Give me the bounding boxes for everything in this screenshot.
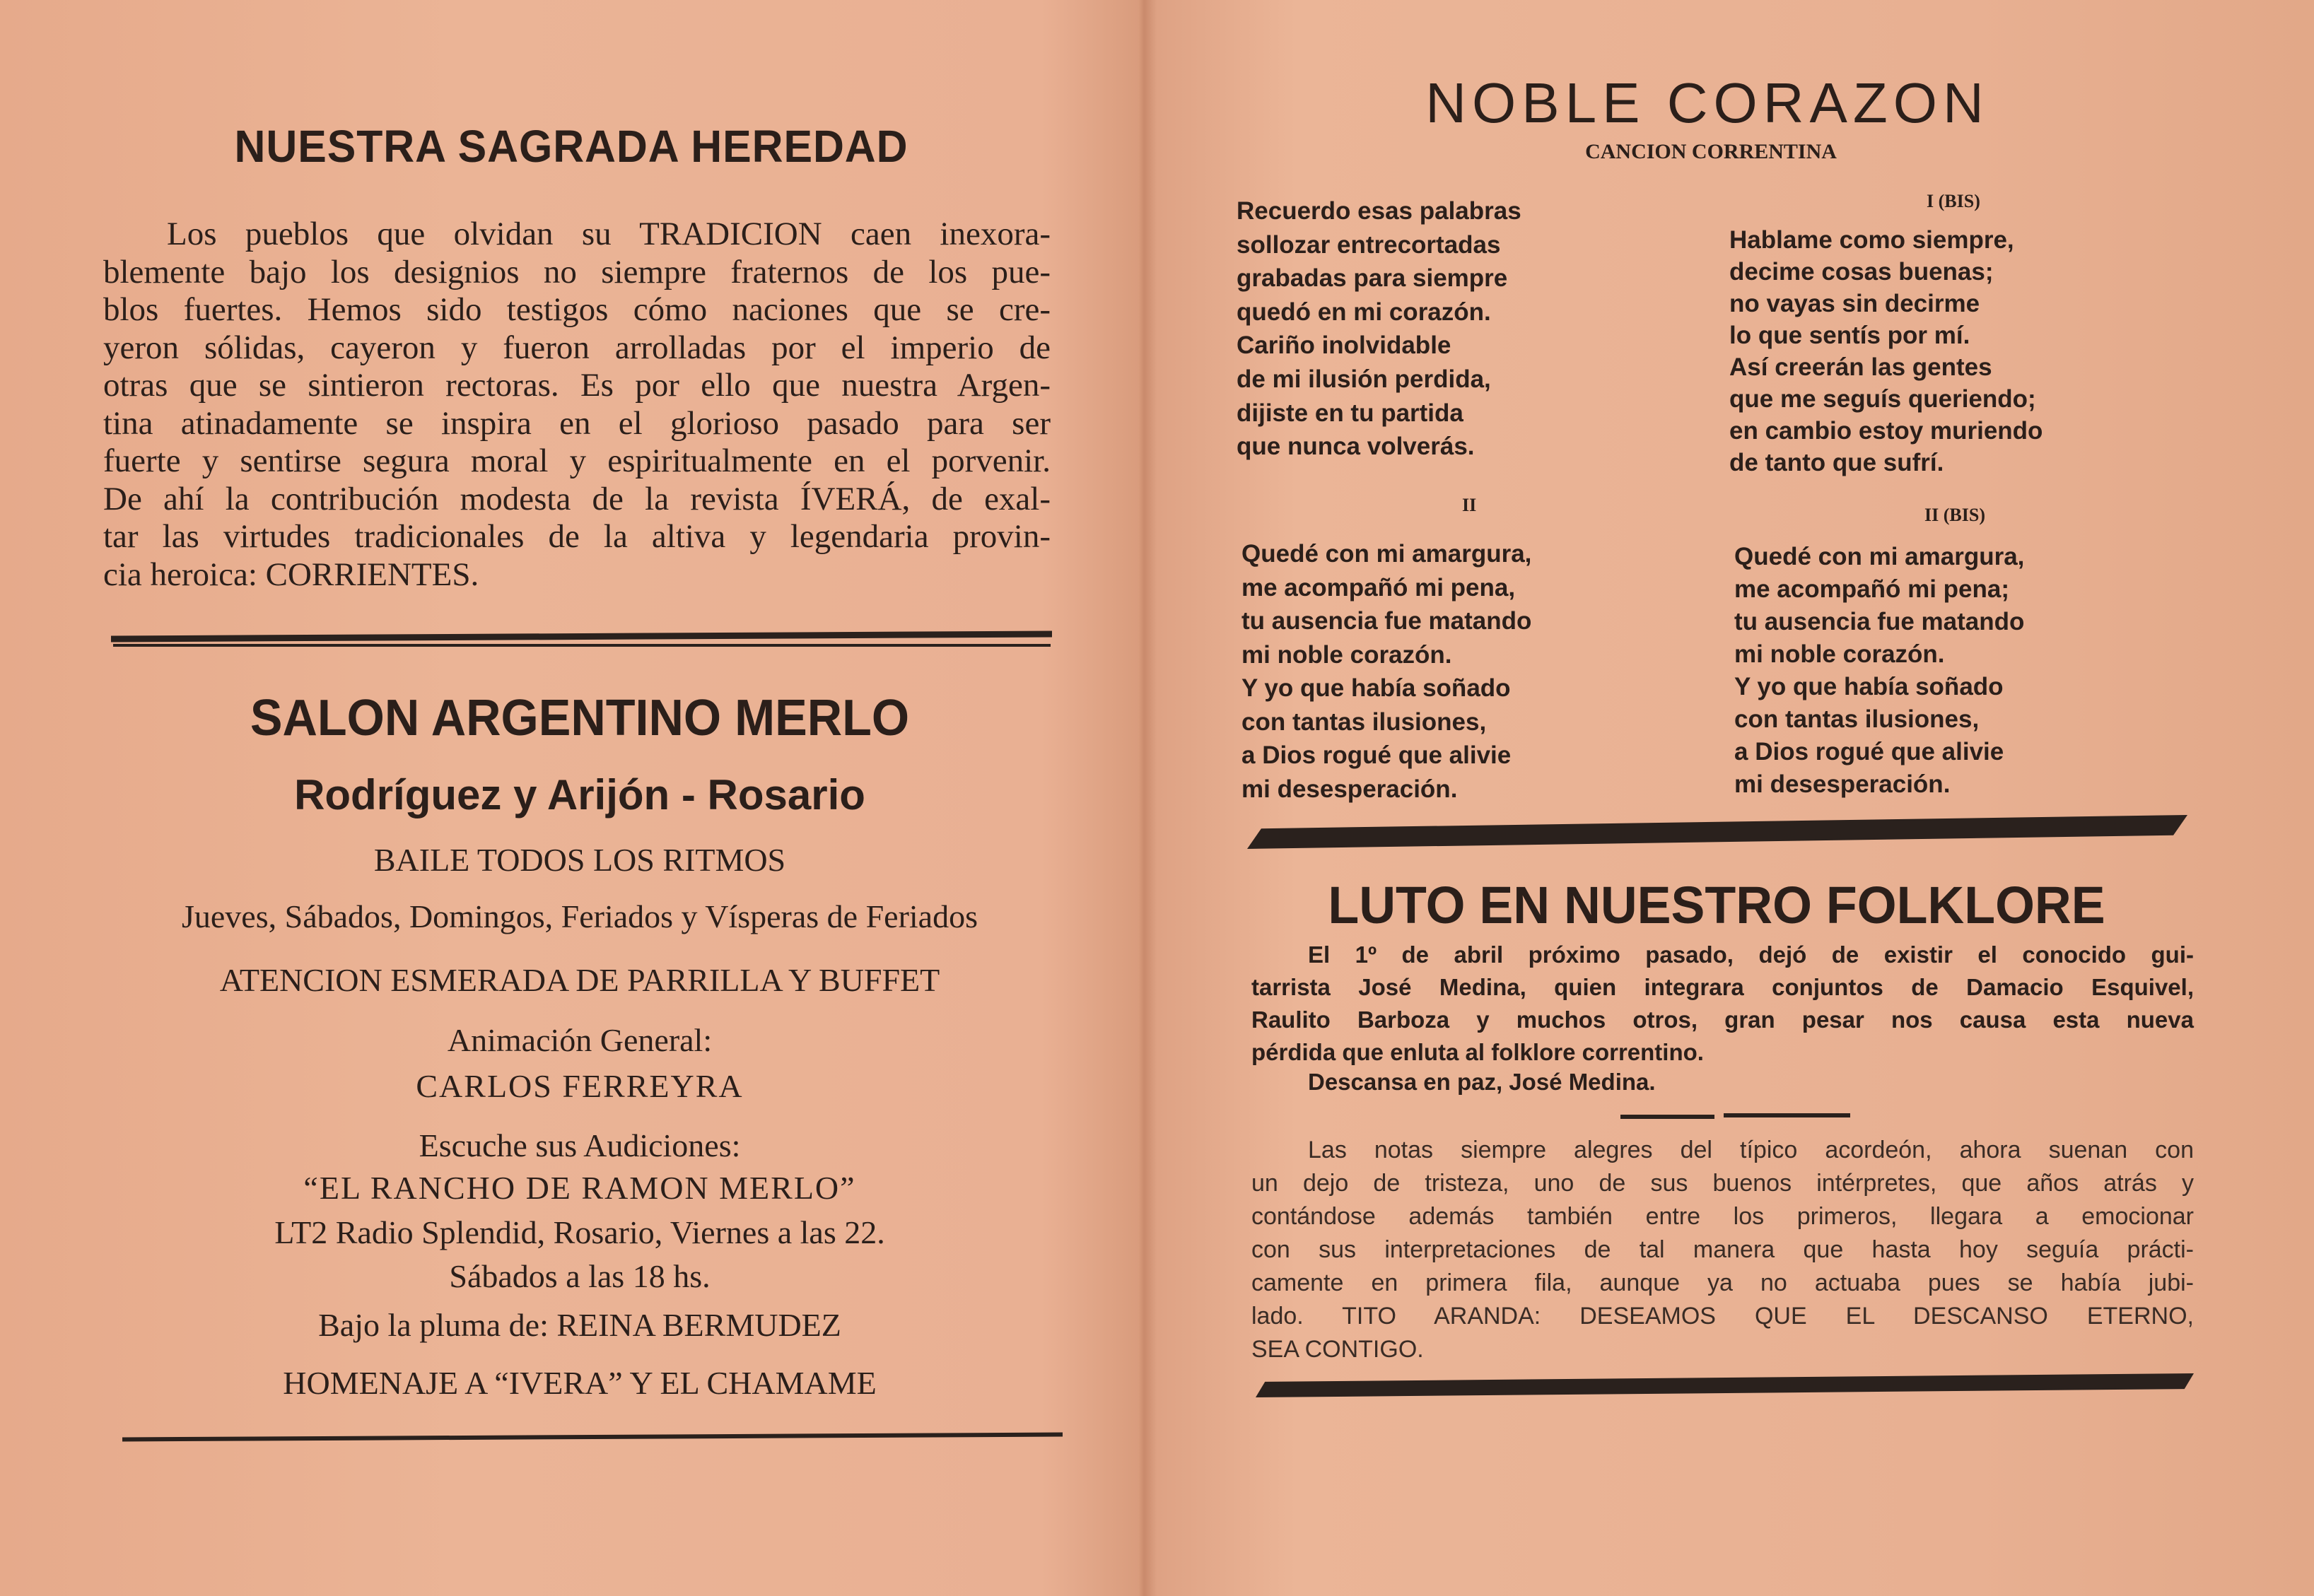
paragraph-line: Las notas siempre alegres del típico acordeón, ahora suenan con [1308, 1137, 2194, 1163]
verse-line: mi noble corazón. [1241, 640, 1452, 669]
verse-line: Quedé con mi amargura, [1241, 540, 1532, 568]
verse-line: con tantas ilusiones, [1241, 708, 1487, 736]
ad-line: CARLOS FERREYRA [416, 1068, 744, 1104]
verse-line: me acompañó mi pena, [1241, 573, 1516, 602]
obituary-closing: Descansa en paz, José Medina. [1308, 1069, 1656, 1095]
paragraph-line: fuerte y sentirse segura moral y espiritualmente en el porvenir. [103, 442, 1051, 479]
ad-title: SALON ARGENTINO MERLO [250, 690, 910, 746]
verse-line: decime cosas buenas; [1729, 258, 1994, 286]
paragraph-line: tina atinadamente se inspira en el glorioso pasado para ser [103, 404, 1051, 442]
stanza-1 [1237, 194, 1521, 464]
ad-line: Sábados a las 18 hs. [449, 1258, 711, 1294]
stanza-2-bis [1734, 541, 2024, 801]
ad-line: BAILE TODOS LOS RITMOS [373, 842, 786, 878]
ad-line: Jueves, Sábados, Domingos, Feriados y Vísperas de Feriados [181, 898, 978, 934]
paragraph-line: lado. TITO ARANDA: DESEAMOS QUE EL DESCANSO ETERNO, [1251, 1303, 2194, 1330]
short-divider [1724, 1113, 1850, 1117]
verse-line: Y yo que había soñado [1734, 673, 2004, 700]
ad-line: Bajo la pluma de: REINA BERMUDEZ [318, 1307, 841, 1343]
article-title-heritage: NUESTRA SAGRADA HEREDAD [234, 121, 908, 172]
verse-line: no vayas sin decirme [1729, 290, 1980, 317]
verse-line: lo que sentís por mí. [1729, 322, 1970, 349]
verse-line: mi desesperación. [1734, 770, 1951, 798]
song-title: NOBLE CORAZON [1425, 71, 1989, 134]
verse-marker: I (BIS) [1927, 191, 1980, 211]
verse-line: Quedé con mi amargura, [1734, 543, 2025, 570]
ad-line: ATENCION ESMERADA DE PARRILLA Y BUFFET [219, 962, 940, 998]
verse-line: quedó en mi corazón. [1237, 298, 1491, 326]
verse-marker: II (BIS) [1924, 505, 1985, 525]
ad-subtitle: Rodríguez y Arijón - Rosario [294, 771, 865, 818]
paragraph-line: blemente bajo los designios no siempre fraternos de los pue- [103, 253, 1051, 291]
paragraph-line: yeron sólidas, cayeron y fueron arrolladas por el imperio de [103, 329, 1051, 366]
heritage-paragraph [103, 216, 1051, 594]
paragraph-line: camente en primera fila, aunque ya no actuaba pues se había jubi- [1251, 1269, 2194, 1296]
paragraph-line: pérdida que enluta al folklore correntino. [1251, 1039, 1704, 1065]
section-divider [111, 631, 1052, 642]
verse-line: con tantas ilusiones, [1734, 705, 1980, 733]
ad-line: “EL RANCHO DE RAMON MERLO” [303, 1170, 856, 1206]
ad-line: Animación General: [447, 1022, 713, 1058]
paragraph-line: El 1º de abril próximo pasado, dejó de existir el conocido gui- [1308, 941, 2194, 968]
verse-line: en cambio estoy muriendo [1729, 417, 2043, 445]
verse-line: me acompañó mi pena; [1734, 575, 2009, 603]
paragraph-line: De ahí la contribución modesta de la revista ÍVERÁ, de exal- [103, 480, 1051, 517]
section-divider-thin [113, 644, 1051, 647]
verse-line: a Dios rogué que alivie [1241, 741, 1512, 769]
paragraph-line: Los pueblos que olvidan su TRADICION caen inexora- [167, 216, 1051, 252]
verse-marker: II [1462, 495, 1477, 515]
verse-line: mi noble corazón. [1734, 640, 1945, 668]
tribute-paragraph [1251, 1134, 2194, 1366]
bottom-rule-right [1256, 1373, 2194, 1397]
paragraph-line: Raulito Barboza y muchos otros, gran pesar nos causa esta nueva [1251, 1007, 2194, 1033]
paragraph-line: un dejo de tristeza, uno de sus buenos intérpretes, que años atrás y [1251, 1170, 2194, 1197]
verse-line: Hablame como siempre, [1729, 226, 2014, 254]
verse-line: Así creerán las gentes [1729, 353, 1992, 381]
obituary-title: LUTO EN NUESTRO FOLKLORE [1328, 876, 2105, 934]
verse-line: tu ausencia fue matando [1734, 608, 2025, 635]
verse-line: Recuerdo esas palabras [1237, 197, 1521, 225]
paragraph-line: contándose además también entre los primeros, llegara a emocionar [1251, 1203, 2194, 1230]
verse-line: de tanto que sufrí. [1729, 449, 1944, 476]
verse-line: de mi ilusión perdida, [1237, 365, 1491, 393]
paragraph-line: cia heroica: CORRIENTES. [103, 556, 479, 593]
paragraph-line: blos fuertes. Hemos sido testigos cómo naciones que se cre- [103, 291, 1051, 328]
paragraph-line: tar las virtudes tradicionales de la altiva y legendaria provin- [103, 518, 1051, 555]
verse-line: mi desesperación. [1241, 775, 1458, 803]
ad-line: HOMENAJE A “IVERA” Y EL CHAMAME [283, 1365, 877, 1401]
song-subtitle: CANCION CORRENTINA [1585, 140, 1837, 163]
verse-line: Cariño inolvidable [1237, 331, 1451, 360]
obituary-paragraph [1251, 939, 2194, 1069]
stanza-2 [1241, 537, 1531, 806]
verse-line: que nunca volverás. [1237, 433, 1475, 461]
paragraph-line: otras que se sintieron rectoras. Es por ello que nuestra Argen- [103, 367, 1051, 404]
verse-line: que me seguís queriendo; [1729, 385, 2036, 413]
verse-line: Y yo que había soñado [1241, 674, 1511, 702]
ad-line: Escuche sus Audiciones: [419, 1127, 741, 1163]
verse-line: dijiste en tu partida [1237, 399, 1463, 427]
short-divider [1620, 1115, 1714, 1119]
ad-line: LT2 Radio Splendid, Rosario, Viernes a las 22. [274, 1214, 885, 1250]
section-divider-bar [1247, 815, 2187, 849]
stanza-1-bis [1729, 224, 2043, 479]
paragraph-line: con sus interpretaciones de tal manera que hasta hoy seguía prácti- [1251, 1236, 2194, 1263]
bottom-rule-left [122, 1433, 1063, 1442]
verse-line: grabadas para siempre [1237, 264, 1508, 293]
verse-line: sollozar entrecortadas [1237, 230, 1501, 259]
paragraph-line: SEA CONTIGO. [1251, 1336, 1424, 1363]
paragraph-line: tarrista José Medina, quien integrara conjuntos de Damacio Esquivel, [1251, 974, 2194, 1000]
verse-line: tu ausencia fue matando [1241, 607, 1532, 635]
verse-line: a Dios rogué que alivie [1734, 738, 2004, 765]
